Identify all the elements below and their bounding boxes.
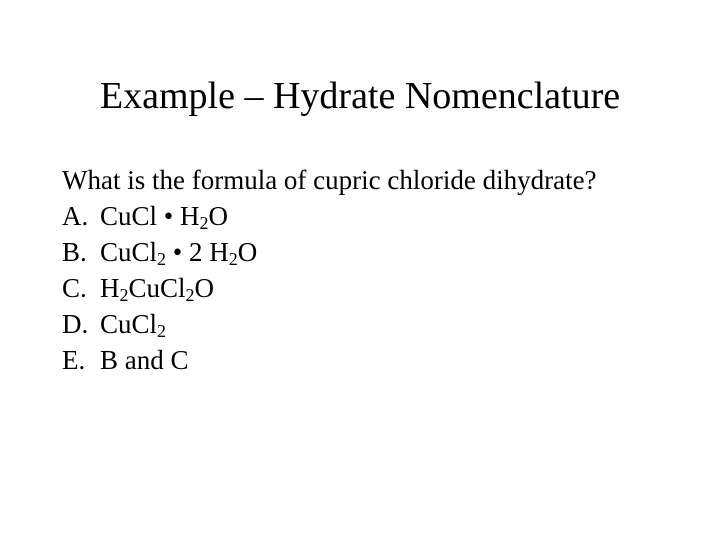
- formula-part: H: [100, 273, 120, 303]
- formula-subscript: 2: [199, 213, 209, 233]
- formula-subscript: 2: [185, 285, 195, 305]
- slide-title: Example – Hydrate Nomenclature: [99, 75, 621, 117]
- answer-option-b: [62, 234, 682, 270]
- question-text: What is the formula of cupric chloride dihydrate?: [62, 165, 597, 195]
- formula-part: Cu: [100, 201, 132, 231]
- option-letter: B.: [62, 237, 87, 267]
- option-letter: A.: [62, 201, 89, 231]
- formula-part: CuCl: [100, 237, 158, 267]
- formula-part: • 2 H: [166, 237, 229, 267]
- slide-body: [62, 162, 682, 378]
- formula-part: Cl • H: [131, 201, 200, 231]
- formula-subscript: 2: [119, 285, 129, 305]
- answer-option-e: [62, 342, 682, 378]
- option-letter: E.: [62, 345, 86, 375]
- answer-option-a: [62, 198, 682, 234]
- formula-subscript: 2: [228, 249, 238, 269]
- formula-part: CuCl: [100, 309, 158, 339]
- formula-part: O: [194, 273, 215, 303]
- formula-part: CuCl: [128, 273, 186, 303]
- formula-subscript: 2: [157, 249, 167, 269]
- formula-part: B and C: [100, 345, 189, 375]
- formula-part: O: [237, 237, 258, 267]
- option-letter: D.: [62, 309, 89, 339]
- answer-option-d: [62, 306, 682, 342]
- formula-subscript: 2: [157, 321, 167, 341]
- answer-option-c: [62, 270, 682, 306]
- formula-part: O: [208, 201, 228, 231]
- option-letter: C.: [62, 273, 87, 303]
